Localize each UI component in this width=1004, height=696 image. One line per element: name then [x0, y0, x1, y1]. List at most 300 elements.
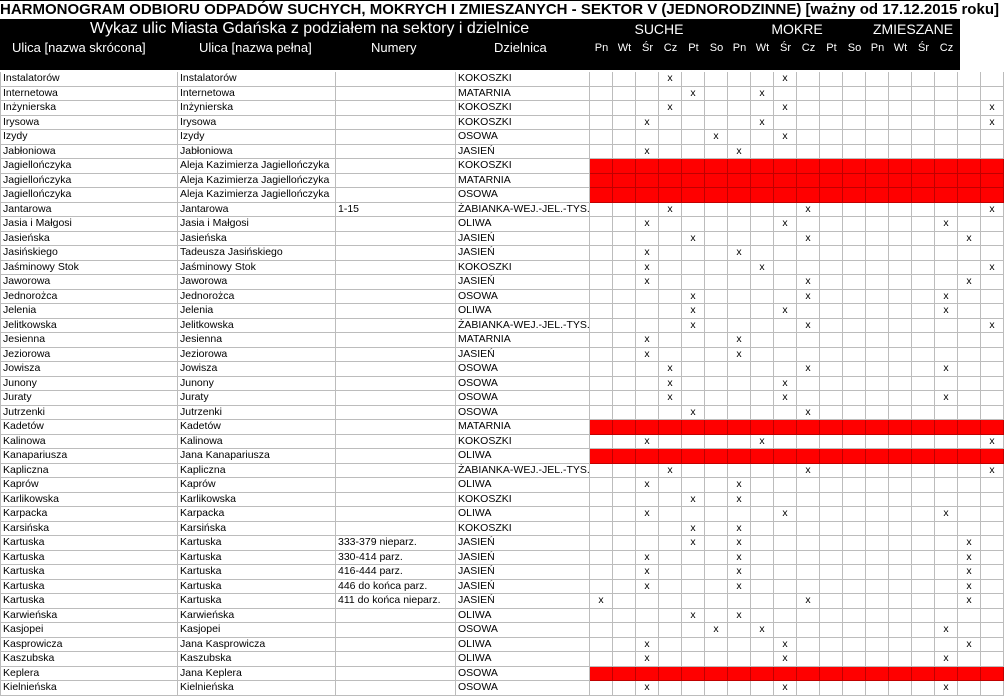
street-short-cell: Jagiellończyka: [0, 188, 178, 203]
day-cell: [613, 304, 636, 319]
day-cell: [889, 87, 912, 102]
pickup-mark: x: [751, 623, 774, 638]
pickup-mark: x: [751, 435, 774, 450]
table-row: [0, 594, 972, 609]
day-cell: [797, 638, 820, 653]
day-cell: [705, 435, 728, 450]
day-cell: [935, 565, 958, 580]
day-cell: [751, 580, 774, 595]
day-cell: [705, 652, 728, 667]
day-cell: [820, 203, 843, 218]
district-cell: OLIWA: [456, 652, 590, 667]
day-cell: [613, 116, 636, 131]
no-service-cell: [590, 174, 613, 189]
day-cell: [912, 348, 935, 363]
district-cell: JASIEŃ: [456, 594, 590, 609]
day-cell: [958, 290, 981, 305]
no-service-cell: [820, 420, 843, 435]
day-cell: [866, 464, 889, 479]
no-service-cell: [636, 188, 659, 203]
district-cell: OSOWA: [456, 362, 590, 377]
day-cell: [590, 478, 613, 493]
numbers-cell: [336, 101, 456, 116]
day-cell: [774, 319, 797, 334]
day-cell: [889, 522, 912, 537]
day-cell: [751, 391, 774, 406]
day-cell: [659, 217, 682, 232]
day-cell: [728, 406, 751, 421]
day-cell: [659, 609, 682, 624]
table-header: [0, 0, 1000, 70]
street-full-cell: Jaśminowy Stok: [178, 261, 336, 276]
day-cell: [705, 681, 728, 696]
street-short-cell: Keplera: [0, 667, 178, 682]
pickup-mark: x: [705, 623, 728, 638]
column-header-numbers: Numery: [371, 40, 417, 55]
day-cell: [889, 232, 912, 247]
day-cell: [889, 333, 912, 348]
day-cell: [613, 145, 636, 160]
day-cell: [820, 116, 843, 131]
day-cell: [866, 101, 889, 116]
street-full-cell: Jasia i Małgosi: [178, 217, 336, 232]
pickup-mark: x: [958, 594, 981, 609]
day-cell: [682, 391, 705, 406]
day-header: Pt: [826, 42, 837, 54]
day-cell: [958, 652, 981, 667]
no-service-cell: [935, 667, 958, 682]
group-header-mokre: MOKRE: [771, 21, 823, 37]
pickup-mark: x: [797, 362, 820, 377]
day-cell: [590, 87, 613, 102]
pickup-mark: x: [774, 101, 797, 116]
day-cell: [590, 348, 613, 363]
day-cell: [889, 565, 912, 580]
no-service-cell: [981, 174, 1004, 189]
street-short-cell: Junony: [0, 377, 178, 392]
numbers-cell: [336, 681, 456, 696]
no-service-cell: [866, 188, 889, 203]
street-full-cell: Jana Kanapariusza: [178, 449, 336, 464]
table-row: [0, 304, 960, 319]
pickup-mark: x: [636, 261, 659, 276]
day-cell: [705, 246, 728, 261]
no-service-cell: [935, 449, 958, 464]
day-cell: [981, 609, 1004, 624]
day-cell: [797, 493, 820, 508]
day-header: Śr: [918, 42, 929, 54]
day-cell: [613, 580, 636, 595]
day-cell: [590, 565, 613, 580]
day-cell: [682, 348, 705, 363]
district-cell: JASIEŃ: [456, 580, 590, 595]
no-service-cell: [866, 159, 889, 174]
street-full-cell: Karpacka: [178, 507, 336, 522]
table-row: [0, 246, 960, 261]
day-cell: [912, 435, 935, 450]
day-cell: [751, 377, 774, 392]
pickup-mark: x: [659, 362, 682, 377]
table-row: [0, 260, 995, 276]
street-short-cell: Juraty: [0, 391, 178, 406]
no-service-cell: [889, 667, 912, 682]
street-full-cell: Internetowa: [178, 87, 336, 102]
day-cell: [843, 319, 866, 334]
day-cell: [912, 652, 935, 667]
no-service-cell: [659, 174, 682, 189]
day-cell: [889, 464, 912, 479]
day-cell: [590, 580, 613, 595]
day-cell: [958, 377, 981, 392]
numbers-cell: 416-444 parz.: [336, 565, 456, 580]
column-header-full-name: Ulica [nazwa pełna]: [199, 40, 312, 55]
day-cell: [935, 348, 958, 363]
day-cell: [935, 87, 958, 102]
day-cell: [659, 145, 682, 160]
day-cell: [613, 362, 636, 377]
no-service-cell: [705, 420, 728, 435]
day-cell: [866, 435, 889, 450]
day-cell: [636, 319, 659, 334]
pickup-mark: x: [636, 681, 659, 696]
day-cell: [958, 348, 981, 363]
no-service-cell: [705, 667, 728, 682]
pickup-mark: x: [935, 681, 958, 696]
district-cell: OSOWA: [456, 681, 590, 696]
pickup-mark: x: [774, 72, 797, 87]
day-cell: [728, 652, 751, 667]
no-service-cell: [728, 449, 751, 464]
day-cell: [728, 275, 751, 290]
day-cell: [981, 87, 1004, 102]
street-full-cell: Jabłoniowa: [178, 145, 336, 160]
table-row: [0, 522, 960, 537]
day-cell: [682, 652, 705, 667]
day-cell: [981, 232, 1004, 247]
day-cell: [889, 101, 912, 116]
day-cell: [613, 232, 636, 247]
day-cell: [682, 594, 705, 609]
district-cell: JASIEŃ: [456, 565, 590, 580]
street-short-cell: Kaprów: [0, 478, 178, 493]
day-cell: [590, 203, 613, 218]
day-cell: [705, 348, 728, 363]
table-row: [0, 637, 972, 653]
day-cell: [751, 464, 774, 479]
day-cell: [774, 464, 797, 479]
day-cell: [843, 145, 866, 160]
table-row: [0, 333, 960, 348]
day-cell: [981, 217, 1004, 232]
day-cell: [590, 681, 613, 696]
day-cell: [981, 565, 1004, 580]
no-service-cell: [889, 174, 912, 189]
day-cell: [705, 87, 728, 102]
day-cell: [705, 638, 728, 653]
no-service-cell: [659, 449, 682, 464]
pickup-mark: x: [774, 638, 797, 653]
day-cell: [590, 261, 613, 276]
street-short-cell: Jaworowa: [0, 275, 178, 290]
day-cell: [636, 391, 659, 406]
pickup-mark: x: [797, 319, 820, 334]
day-cell: [613, 319, 636, 334]
table-row: [0, 536, 972, 551]
street-short-cell: Jabłoniowa: [0, 145, 178, 160]
no-service-cell: [843, 420, 866, 435]
no-service-cell: [935, 188, 958, 203]
no-service-cell: [843, 188, 866, 203]
no-service-cell: [636, 449, 659, 464]
table-row: [0, 478, 960, 493]
day-cell: [613, 522, 636, 537]
day-cell: [797, 580, 820, 595]
day-cell: [636, 101, 659, 116]
day-cell: [636, 72, 659, 87]
day-cell: [774, 594, 797, 609]
day-cell: [659, 333, 682, 348]
no-service-cell: [613, 449, 636, 464]
day-cell: [590, 493, 613, 508]
day-cell: [912, 145, 935, 160]
no-service-cell: [682, 667, 705, 682]
day-cell: [728, 638, 751, 653]
no-service-cell: [705, 188, 728, 203]
day-cell: [659, 232, 682, 247]
day-cell: [843, 232, 866, 247]
district-cell: KOKOSZKI: [456, 435, 590, 450]
day-cell: [889, 348, 912, 363]
pickup-mark: x: [636, 348, 659, 363]
day-cell: [935, 333, 958, 348]
street-short-cell: Jasińskiego: [0, 246, 178, 261]
day-cell: [820, 217, 843, 232]
day-cell: [912, 304, 935, 319]
pickup-mark: x: [774, 217, 797, 232]
day-cell: [889, 507, 912, 522]
numbers-cell: [336, 652, 456, 667]
day-cell: [613, 275, 636, 290]
street-full-cell: Tadeusza Jasińskiego: [178, 246, 336, 261]
day-cell: [912, 232, 935, 247]
day-cell: [705, 232, 728, 247]
day-cell: [705, 333, 728, 348]
district-cell: KOKOSZKI: [456, 101, 590, 116]
day-cell: [751, 275, 774, 290]
day-cell: [774, 246, 797, 261]
numbers-cell: [336, 217, 456, 232]
day-cell: [613, 203, 636, 218]
pickup-mark: x: [935, 217, 958, 232]
street-short-cell: Jelitkowska: [0, 319, 178, 334]
no-service-cell: [797, 667, 820, 682]
day-cell: [774, 275, 797, 290]
table-row: [0, 275, 972, 290]
day-cell: [705, 217, 728, 232]
day-cell: [843, 565, 866, 580]
pickup-mark: x: [636, 507, 659, 522]
no-service-cell: [958, 667, 981, 682]
day-cell: [935, 130, 958, 145]
day-cell: [797, 377, 820, 392]
day-cell: [866, 232, 889, 247]
district-cell: KOKOSZKI: [456, 159, 590, 174]
day-cell: [751, 290, 774, 305]
day-cell: [866, 87, 889, 102]
day-cell: [659, 435, 682, 450]
day-cell: [774, 116, 797, 131]
street-short-cell: Jagiellończyka: [0, 159, 178, 174]
day-cell: [820, 232, 843, 247]
day-cell: [659, 87, 682, 102]
day-cell: [866, 72, 889, 87]
day-cell: [843, 72, 866, 87]
table-row: [0, 159, 960, 174]
day-cell: [797, 391, 820, 406]
no-service-cell: [889, 188, 912, 203]
day-cell: [866, 275, 889, 290]
day-cell: [866, 333, 889, 348]
day-cell: [866, 638, 889, 653]
pickup-mark: x: [636, 435, 659, 450]
numbers-cell: [336, 623, 456, 638]
day-cell: [912, 101, 935, 116]
street-full-cell: Irysowa: [178, 116, 336, 131]
pickup-mark: x: [797, 406, 820, 421]
numbers-cell: [336, 275, 456, 290]
no-service-cell: [958, 174, 981, 189]
day-cell: [705, 203, 728, 218]
no-service-cell: [843, 174, 866, 189]
no-service-cell: [613, 188, 636, 203]
numbers-cell: [336, 319, 456, 334]
day-cell: [889, 130, 912, 145]
day-cell: [705, 275, 728, 290]
day-cell: [613, 681, 636, 696]
day-cell: [958, 261, 981, 276]
street-short-cell: Kartuska: [0, 580, 178, 595]
day-cell: [797, 130, 820, 145]
street-full-cell: Kadetów: [178, 420, 336, 435]
street-full-cell: Kartuska: [178, 536, 336, 551]
day-cell: [590, 391, 613, 406]
pickup-mark: x: [797, 275, 820, 290]
no-service-cell: [820, 188, 843, 203]
day-cell: [705, 391, 728, 406]
day-cell: [705, 377, 728, 392]
table-row: [0, 681, 960, 696]
numbers-cell: [336, 464, 456, 479]
day-cell: [590, 145, 613, 160]
day-cell: [981, 551, 1004, 566]
day-cell: [659, 261, 682, 276]
no-service-cell: [958, 159, 981, 174]
day-cell: [590, 551, 613, 566]
day-cell: [797, 623, 820, 638]
day-cell: [613, 638, 636, 653]
street-full-cell: Kaprów: [178, 478, 336, 493]
day-cell: [705, 536, 728, 551]
day-cell: [774, 565, 797, 580]
day-cell: [682, 464, 705, 479]
day-cell: [774, 522, 797, 537]
day-cell: [636, 87, 659, 102]
table-row: [0, 507, 960, 522]
pickup-mark: x: [981, 203, 1004, 218]
no-service-cell: [705, 159, 728, 174]
no-service-cell: [774, 667, 797, 682]
day-header: Wt: [893, 42, 908, 54]
day-cell: [820, 348, 843, 363]
district-cell: OLIWA: [456, 609, 590, 624]
street-short-cell: Kapliczna: [0, 464, 178, 479]
no-service-cell: [797, 174, 820, 189]
day-cell: [912, 72, 935, 87]
day-cell: [682, 435, 705, 450]
pickup-mark: x: [636, 478, 659, 493]
day-cell: [889, 536, 912, 551]
day-cell: [636, 594, 659, 609]
street-short-cell: Jantarowa: [0, 203, 178, 218]
table-row: [0, 87, 960, 102]
pickup-mark: x: [774, 507, 797, 522]
pickup-mark: x: [636, 333, 659, 348]
day-cell: [958, 623, 981, 638]
day-cell: [797, 435, 820, 450]
street-short-cell: Jowisza: [0, 362, 178, 377]
pickup-mark: x: [682, 232, 705, 247]
no-service-cell: [659, 159, 682, 174]
day-cell: [659, 652, 682, 667]
day-cell: [797, 681, 820, 696]
day-cell: [797, 101, 820, 116]
day-cell: [636, 609, 659, 624]
day-cell: [590, 377, 613, 392]
day-cell: [797, 116, 820, 131]
day-cell: [843, 203, 866, 218]
day-cell: [912, 493, 935, 508]
day-cell: [958, 609, 981, 624]
table-row: [0, 217, 960, 232]
no-service-cell: [705, 449, 728, 464]
day-cell: [682, 145, 705, 160]
pickup-mark: x: [774, 304, 797, 319]
day-cell: [682, 580, 705, 595]
street-short-cell: Jagiellończyka: [0, 174, 178, 189]
street-short-cell: Kalinowa: [0, 435, 178, 450]
no-service-cell: [843, 449, 866, 464]
day-cell: [751, 478, 774, 493]
pickup-mark: x: [728, 536, 751, 551]
day-cell: [797, 609, 820, 624]
day-cell: [613, 406, 636, 421]
day-cell: [728, 87, 751, 102]
day-cell: [981, 362, 1004, 377]
pickup-mark: x: [981, 319, 1004, 334]
street-short-cell: Kasprowicza: [0, 638, 178, 653]
day-cell: [636, 406, 659, 421]
district-cell: KOKOSZKI: [456, 261, 590, 276]
day-cell: [797, 565, 820, 580]
no-service-cell: [774, 449, 797, 464]
no-service-cell: [912, 449, 935, 464]
district-cell: JASIEŃ: [456, 232, 590, 247]
street-full-cell: Jednorożca: [178, 290, 336, 305]
pickup-mark: x: [935, 290, 958, 305]
day-cell: [751, 493, 774, 508]
day-cell: [659, 275, 682, 290]
day-header: Wt: [617, 42, 632, 54]
